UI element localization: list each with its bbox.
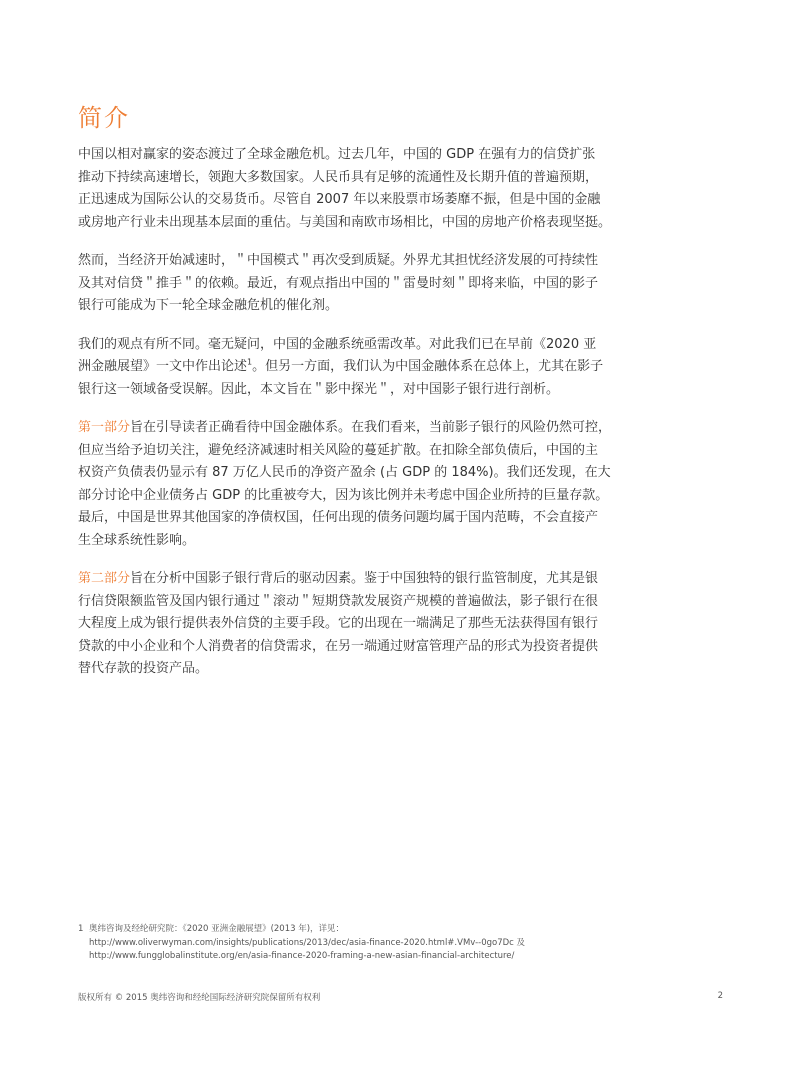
text-line: 及其对信贷＂推手＂的依赖。最近，有观点指出中国的＂雷曼时刻＂即将来临，中国的影子 [78,275,599,291]
body-text [78,144,728,697]
text-line: 推动下持续高速增长，领跑大多数国家。人民币具有足够的流通性及长期升值的普遍预期， [78,169,599,185]
text-line: 大程度上成为银行提供表外信贷的主要手段。它的出现在一端满足了那些无法获得国有银行 [78,616,599,631]
text-line: 正迅速成为国际公认的交易货币。尽管自 2007 年以来股票市场萎靡不振，但是中国的金融 [78,192,601,207]
text-line: 银行这一领域备受误解。因此，本文旨在＂影中探光＂，对中国影子银行进行剖析。 [78,381,560,397]
text-line: 部分讨论中企业债务占 GDP 的比重被夸大，因为该比例并未考虑中国企业所持的巨量存款。 [78,487,609,503]
text-line: 贷款的中小企业和个人消费者的信贷需求，在另一端通过财富管理产品的形式为投资者提供 [78,638,599,654]
paragraph-viewpoint [78,334,728,402]
text-segment: 旨在引导读者正确看待中国金融体系。在我们看来，当前影子银行的风险仍然可控， [130,420,612,435]
paragraph-concerns [78,250,728,318]
page-title: 简介 [78,104,130,132]
paragraph-intro [78,144,728,234]
text-line: 生全球系统性影响。 [78,532,196,548]
section-lead-part-two: 第二部分 [78,571,131,586]
section-lead-part-one: 第一部分 [78,420,131,435]
copyright-text: 版权所有 © 2015 奥纬咨询和经纶国际经济研究院保留所有权利 [78,993,321,1003]
text-segment: 洲金融展望》一文中作出论述 [78,359,248,374]
text-line: 我们的观点有所不同。毫无疑问，中国的金融系统亟需改革。对此我们已在早前《2020 亚 [78,336,597,352]
text-line: 或房地产行业未出现基本层面的重估。与美国和南欧市场相比，中国的房地产价格表现坚挺。 [78,214,612,230]
text-segment: 旨在分析中国影子银行背后的驱动因素。鉴于中国独特的银行监管制度，尤其是银 [130,571,599,586]
text-line: 但应当给予迫切关注，避免经济减速时相关风险的蔓延扩散。在扣除全部负债后，中国的主 [78,442,599,458]
text-line: 银行可能成为下一轮全球金融危机的催化剂。 [78,298,339,313]
page-number: 2 [717,991,723,1001]
paragraph-part-one [78,417,728,552]
page-footer [78,991,723,1003]
text-line: 最后，中国是世界其他国家的净债权国，任何出现的债务问题均属于国内范畴，不会直接产 [78,510,599,525]
text-line [78,356,728,379]
footnote-link[interactable]: http://www.fungglobalinstitute.org/en/asia-finance-2020-framing-a-new-asian-financial-architecture/ [89,951,515,961]
footnote [78,923,728,964]
text-segment: 。但另一方面，我们认为中国金融体系在总体上，尤其在影子 [252,359,604,374]
text-line [78,568,728,591]
footnote-text: 奥纬咨询及经纶研究院：《2020 亚洲金融展望》(2013 年)，详见： [89,924,345,934]
paragraph-part-two [78,568,728,681]
text-line: 替代存款的投资产品。 [78,661,209,676]
footnote-link[interactable]: http://www.oliverwyman.com/insights/publications/2013/dec/asia-finance-2020.html#.VMv--0go7Dc 及 [89,937,526,948]
text-line: 权资产负债表仍显示有 87 万亿人民币的净资产盈余 (占 GDP 的 184%)。我们还发现，在大 [78,465,611,480]
text-line: 行信贷限额监管及国内银行通过＂滚动＂短期贷款发展资产规模的普遍做法，影子银行在很 [78,593,599,609]
text-line: 中国以相对赢家的姿态渡过了全球金融危机。过去几年，中国的 GDP 在强有力的信贷扩张 [78,147,596,162]
footnote-number: 1 [78,924,84,934]
footnote-reference[interactable]: 1 [247,357,253,367]
text-line: 然而，当经济开始减速时，＂中国模式＂再次受到质疑。外界尤其担忧经济发展的可持续性 [78,253,599,268]
text-line [78,417,728,440]
